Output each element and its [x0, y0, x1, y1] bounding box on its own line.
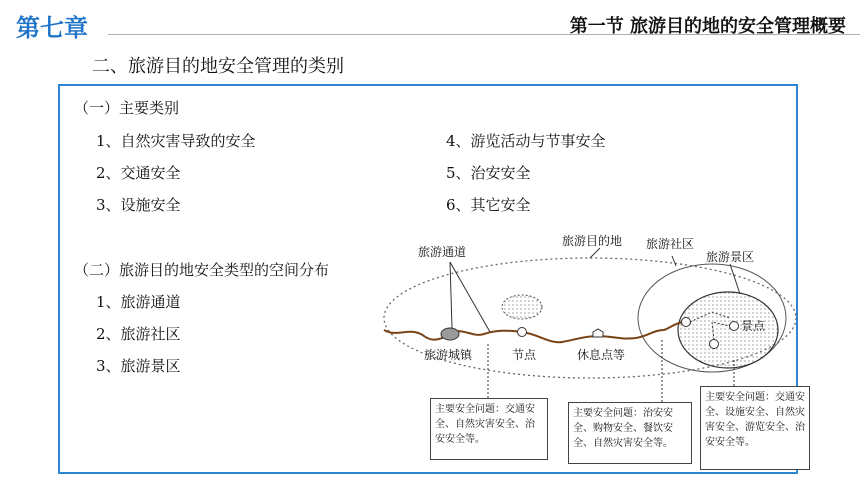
channel-pointer	[450, 262, 490, 332]
scenic-area-label: 旅游景区	[706, 250, 755, 264]
node-marker	[518, 328, 527, 337]
part1-heading: （一）主要类别	[74, 99, 180, 117]
part2-heading: （二）旅游目的地安全类型的空间分布	[74, 261, 330, 279]
community-label: 旅游社区	[646, 237, 695, 251]
note-scenic: 主要安全问题：交通安全、设施安全、自然灾害安全、游览安全、治安安全等。	[700, 386, 810, 470]
category-item: 1、自然灾害导致的安全	[96, 132, 256, 150]
rest-point-marker	[593, 329, 603, 337]
destination-pointer	[590, 248, 600, 258]
spatial-item: 1、旅游通道	[96, 293, 181, 311]
category-item: 3、设施安全	[96, 196, 181, 214]
spot-marker	[682, 318, 691, 327]
spot-label: 景点	[741, 319, 766, 333]
category-item: 2、交通安全	[96, 164, 181, 182]
rest-point-label: 休息点等	[577, 348, 626, 362]
destination-label: 旅游目的地	[562, 234, 623, 248]
community-pointer	[672, 256, 676, 266]
category-item: 5、治安安全	[446, 164, 531, 182]
section-title: 第一节 旅游目的地的安全管理概要	[569, 16, 846, 37]
note-channel: 主要安全问题：交通安全、自然灾害安全、治安安全等。	[430, 398, 548, 460]
spot-marker	[730, 322, 739, 331]
channel-pointer	[450, 262, 452, 328]
category-item: 4、游览活动与节事安全	[446, 132, 606, 150]
town-marker	[441, 328, 459, 340]
category-item: 6、其它安全	[446, 196, 531, 214]
scenic-pointer	[730, 264, 740, 294]
cluster-blob	[502, 295, 542, 319]
spatial-item: 2、旅游社区	[96, 325, 181, 343]
sub-title: 二、旅游目的地安全管理的类别	[92, 56, 344, 77]
note-community: 主要安全问题：治安安全、购物安全、餐饮安全、自然灾害安全等。	[568, 402, 692, 464]
chapter-title: 第七章	[16, 14, 88, 42]
node-label: 节点	[512, 348, 537, 362]
spatial-item: 3、旅游景区	[96, 357, 181, 375]
town-label: 旅游城镇	[424, 348, 473, 362]
channel-label: 旅游通道	[418, 245, 467, 259]
spot-marker	[710, 340, 719, 349]
